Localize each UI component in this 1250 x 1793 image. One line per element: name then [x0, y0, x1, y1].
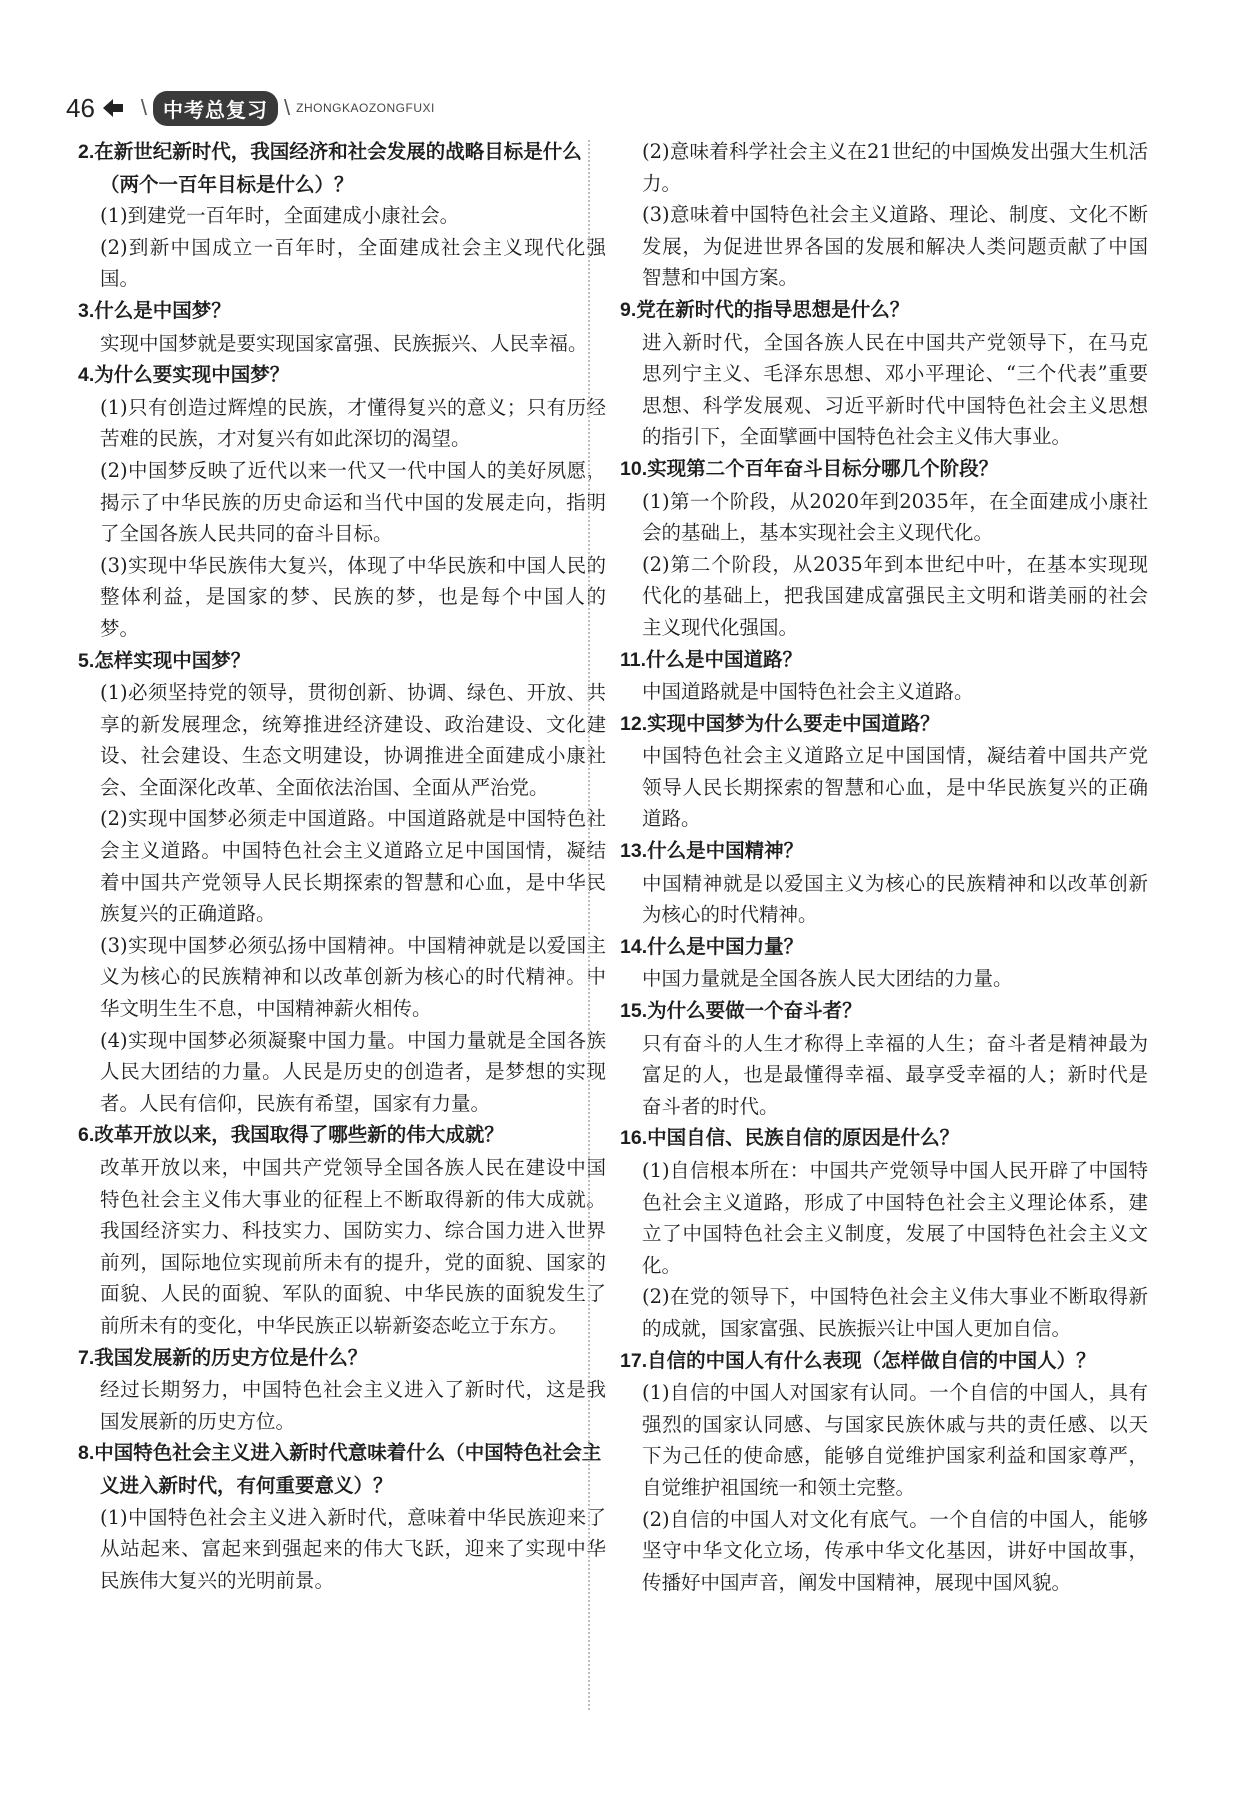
- question-number: 7.: [78, 1346, 95, 1369]
- question-heading: [620, 644, 1148, 677]
- qa-item: [620, 644, 1148, 708]
- question-text: 中国特色社会主义进入新时代意味着什么（中国特色社会主义进入新时代，有何重要意义）？: [94, 1441, 602, 1497]
- answer-paragraph: (2)实现中国梦必须走中国道路。中国道路就是中国特色社会主义道路。中国特色社会主义道路立足中国国情，凝结着中国共产党领导人民长期探索的智慧和心血，是中华民族复兴的正确道路。: [100, 807, 606, 926]
- question-heading: [78, 359, 606, 392]
- question-number: 10.: [620, 457, 648, 480]
- question-number: 6.: [78, 1124, 95, 1147]
- question-text: 什么是中国力量？: [647, 934, 804, 958]
- answer-paragraph: (1)自信根本所在：中国共产党领导中国人民开辟了中国特色社会主义道路，形成了中国特色社会主义理论体系，建立了中国特色社会主义制度，发展了中国特色社会主义文化。: [642, 1159, 1148, 1277]
- section-badge: 中考总复习: [153, 91, 278, 126]
- question-heading: [620, 995, 1148, 1028]
- page-header: [66, 88, 435, 128]
- question-heading: [620, 1122, 1148, 1155]
- answer-paragraph: (3)意味着中国特色社会主义道路、理论、制度、文化不断发展，为促进世界各国的发展和解决人类问题贡献了中国智慧和中国方案。: [642, 203, 1148, 290]
- answer-paragraph: (3)实现中华民族伟大复兴，体现了中华民族和中国人民的整体利益，是国家的梦、民族的梦，也是每个中国人的梦。: [100, 553, 606, 640]
- question-text: 自信的中国人有什么表现（怎样做自信的中国人）？: [647, 1348, 1096, 1372]
- question-number: 12.: [620, 712, 648, 735]
- answer-paragraph: 经过长期努力，中国特色社会主义进入了新时代，这是我国发展新的历史方位。: [100, 1378, 606, 1433]
- qa-item: [78, 645, 606, 1120]
- question-number: 4.: [78, 364, 95, 387]
- question-heading: [78, 295, 606, 328]
- qa-item: [620, 995, 1148, 1122]
- qa-item: [620, 708, 1148, 835]
- qa-item: [620, 1345, 1148, 1599]
- qa-item: [620, 931, 1148, 995]
- answer-paragraph: 中国道路就是中国特色社会主义道路。: [642, 680, 974, 704]
- section-pinyin: ZHONGKAOZONGFUXI: [296, 101, 435, 115]
- answer-paragraph: (3)实现中国梦必须弘扬中国精神。中国精神就是以爱国主义为核心的民族精神和以改革创新为核心的时代精神。中华文明生生不息，中国精神薪火相传。: [100, 933, 606, 1021]
- question-text: 为什么要做一个奋斗者？: [647, 999, 862, 1023]
- qa-item: [620, 453, 1148, 644]
- question-heading: [78, 1119, 606, 1152]
- column-divider: [588, 140, 590, 1710]
- answer-paragraph: 中国特色社会主义道路立足中国国情，凝结着中国共产党领导人民长期探索的智慧和心血，是中华民族复兴的正确道路。: [642, 744, 1148, 831]
- left-column: [78, 136, 606, 1596]
- question-number: 8.: [78, 1442, 95, 1465]
- qa-item: [78, 1119, 606, 1341]
- question-text: 什么是中国梦？: [94, 298, 231, 322]
- answer-paragraph: (2)中国梦反映了近代以来一代又一代中国人的美好夙愿，揭示了中华民族的历史命运和当代中国的发展走向，指明了全国各族人民共同的奋斗目标。: [100, 458, 606, 546]
- answer-paragraph: 实现中国梦就是要实现国家富强、民族振兴、人民幸福。: [100, 331, 588, 355]
- question-heading: [620, 708, 1148, 741]
- question-number: 3.: [78, 299, 95, 322]
- answer-paragraph: (1)中国特色社会主义进入新时代，意味着中华民族迎来了从站起来、富起来到强起来的伟大飞跃，迎来了实现中华民族伟大复兴的光明前景。: [100, 1505, 606, 1592]
- answer-paragraph: 只有奋斗的人生才称得上幸福的人生；奋斗者是精神最为富足的人，也是最懂得幸福、最享受幸福的人；新时代是奋斗者的时代。: [642, 1031, 1148, 1118]
- question-number: 2.: [78, 141, 95, 163]
- question-number: 11.: [620, 648, 647, 671]
- answer-paragraph: (2)第二个阶段，从2035年到本世纪中叶，在基本实现现代化的基础上，把我国建成富强民主文明和谐美丽的社会主义现代化强国。: [642, 552, 1148, 639]
- qa-item: [620, 835, 1148, 931]
- answer-paragraph: (2)在党的领导下，中国特色社会主义伟大事业不断取得新的成就，国家富强、民族振兴让中国人更加自信。: [642, 1285, 1148, 1340]
- question-heading: [78, 1342, 606, 1375]
- question-number: 16.: [620, 1127, 648, 1150]
- question-heading: [620, 835, 1148, 868]
- qa-item: [620, 294, 1148, 453]
- answer-paragraph: 中国精神就是以爱国主义为核心的民族精神和以改革创新为核心的时代精神。: [642, 871, 1148, 927]
- question-heading: [620, 931, 1148, 964]
- answer-paragraph: (2)自信的中国人对文化有底气。一个自信的中国人，能够坚守中华文化立场，传承中华文化基因，讲好中国故事，传播好中国声音，阐发中国精神，展现中国风貌。: [642, 1507, 1148, 1594]
- question-text: 怎样实现中国梦？: [94, 648, 251, 672]
- answer-paragraph: 改革开放以来，中国共产党领导全国各族人民在建设中国特色社会主义伟大事业的征程上不断取得新的伟大成就。我国经济实力、科技实力、国防实力、综合国力进入世界前列，国际地位实现前所未有的提升，党的面貌、国家的面貌、人民的面貌、军队的面貌、中华民族的面貌发生了前所未有的变化，中华民族正以崭新姿态屹立于东方。: [100, 1156, 606, 1337]
- question-number: 9.: [620, 298, 637, 321]
- qa-item: [78, 295, 606, 359]
- question-number: 13.: [620, 840, 648, 863]
- question-number: 17.: [620, 1349, 648, 1372]
- answer-paragraph: (1)必须坚持党的领导，贯彻创新、协调、绿色、开放、共享的新发展理念，统筹推进经济建设、政治建设、文化建设、社会建设、生态文明建设，协调推进全面建成小康社会、全面深化改革、全面依法治国、全面从严治党。: [100, 681, 606, 799]
- page-number: 46: [66, 92, 95, 123]
- answer-paragraph: 中国力量就是全国各族人民大团结的力量。: [642, 967, 1013, 991]
- qa-item: [78, 136, 606, 295]
- answer-paragraph: (1)自信的中国人对国家有认同。一个自信的中国人，具有强烈的国家认同感、与国家民族休戚与共的责任感、以天下为己任的使命感，能够自觉维护国家利益和国家尊严，自觉维护祖国统一和领土完整。: [642, 1381, 1148, 1499]
- answer-paragraph: (1)到建党一百年时，全面建成小康社会。: [100, 204, 460, 228]
- header-divider-slash: \: [140, 95, 148, 120]
- answer-paragraph: (2)意味着科学社会主义在21世纪的中国焕发出强大生机活力。: [642, 140, 1148, 195]
- qa-item: [78, 1342, 606, 1438]
- question-heading: [620, 1345, 1148, 1378]
- question-text: 实现中国梦为什么要走中国道路？: [647, 711, 940, 735]
- answer-paragraph: (1)只有创造过辉煌的民族，才懂得复兴的意义；只有历经苦难的民族，才对复兴有如此深切的渴望。: [100, 395, 606, 451]
- right-column: [620, 136, 1148, 1598]
- question-heading: [620, 453, 1148, 486]
- qa-item: [78, 359, 606, 644]
- question-text: 什么是中国道路？: [646, 647, 803, 671]
- arrow-left-icon: [101, 96, 125, 120]
- question-text: 什么是中国精神？: [647, 839, 804, 863]
- qa-item: [78, 1437, 606, 1596]
- question-number: 15.: [620, 1000, 648, 1023]
- answer-paragraph: (4)实现中国梦必须凝聚中国力量。中国力量就是全国各族人民大团结的力量。人民是历史的创造者，是梦想的实现者。人民有信仰，民族有希望，国家有力量。: [100, 1028, 606, 1115]
- qa-item: [620, 136, 1148, 294]
- answer-paragraph: 进入新时代，全国各族人民在中国共产党领导下，在马克思列宁主义、毛泽东思想、邓小平理论、“三个代表”重要思想、科学发展观、习近平新时代中国特色社会主义思想的指引下，全面擘画中国特色社会主义伟大事业。: [642, 330, 1148, 449]
- answer-paragraph: (1)第一个阶段，从2020年到2035年，在全面建成小康社会的基础上，基本实现社会主义现代化。: [642, 489, 1148, 545]
- question-number: 5.: [78, 649, 95, 672]
- question-text: 在新世纪新时代，我国经济和社会发展的战略目标是什么（两个一百年目标是什么）？: [94, 140, 582, 196]
- question-text: 为什么要实现中国梦？: [94, 363, 290, 387]
- question-heading: [78, 645, 606, 678]
- qa-item: [620, 1122, 1148, 1344]
- question-text: 改革开放以来，我国取得了哪些新的伟大成就？: [94, 1123, 504, 1147]
- question-text: 党在新时代的指导思想是什么？: [636, 297, 910, 321]
- question-number: 14.: [620, 935, 648, 958]
- question-text: 中国自信、民族自信的原因是什么？: [647, 1126, 960, 1150]
- question-text: 实现第二个百年奋斗目标分哪几个阶段？: [647, 456, 999, 480]
- question-text: 我国发展新的历史方位是什么？: [94, 1345, 368, 1369]
- question-heading: [78, 1437, 606, 1501]
- header-divider-slash-2: \: [284, 95, 291, 120]
- question-heading: [78, 136, 606, 200]
- question-heading: [620, 294, 1148, 327]
- answer-paragraph: (2)到新中国成立一百年时，全面建成社会主义现代化强国。: [100, 235, 606, 291]
